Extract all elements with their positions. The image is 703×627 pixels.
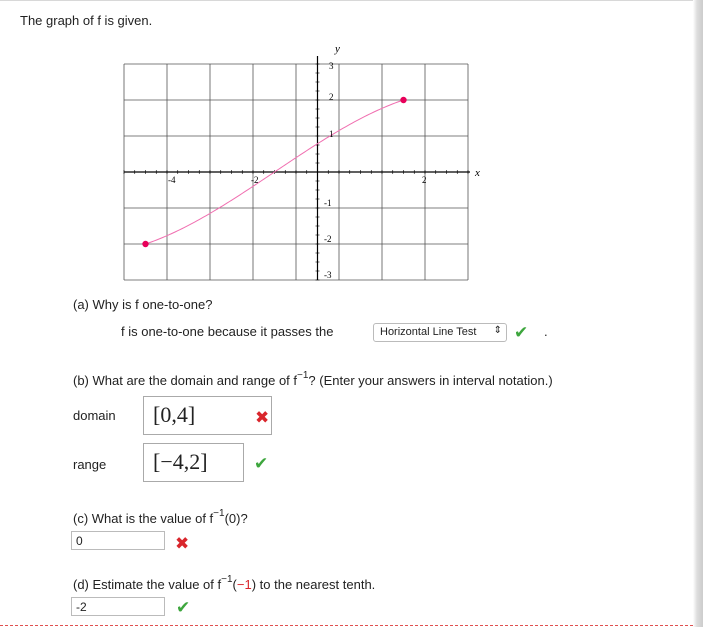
part-a-period: . — [544, 324, 548, 339]
domain-value: [0,4] — [153, 402, 196, 427]
select-arrows-icon: ⇕ — [493, 325, 502, 336]
section-divider — [0, 625, 693, 626]
right-shadow — [693, 0, 703, 627]
top-border — [0, 0, 693, 1]
x-tick-neg2: -2 — [251, 175, 259, 185]
part-a-correct-icon: ✔ — [514, 323, 529, 342]
test-select-value: Horizontal Line Test — [380, 326, 477, 338]
y-tick-2: 2 — [329, 92, 334, 102]
domain-label: domain — [73, 408, 116, 423]
y-tick-3: 3 — [329, 61, 334, 71]
test-select[interactable] — [373, 323, 507, 342]
y-tick-1: 1 — [329, 129, 334, 139]
y-tick-neg3: -3 — [324, 270, 332, 280]
part-d-correct-icon: ✔ — [176, 598, 191, 617]
y-axis-label: y — [335, 43, 340, 55]
problem-statement: The graph of f is given. — [20, 13, 153, 28]
part-d-value: -2 — [76, 600, 87, 614]
part-c-value: 0 — [76, 534, 83, 548]
x-tick-2: 2 — [422, 175, 427, 185]
range-input[interactable] — [143, 443, 244, 482]
part-a-answer-text: f is one-to-one because it passes the — [121, 324, 334, 339]
part-a-question: (a) Why is f one-to-one? — [73, 297, 213, 312]
domain-wrong-icon: ✖ — [255, 408, 270, 427]
x-tick-neg4: -4 — [168, 175, 176, 185]
part-c-input[interactable] — [71, 531, 165, 550]
function-graph — [110, 42, 500, 282]
range-correct-icon: ✔ — [254, 454, 269, 473]
domain-input[interactable] — [143, 396, 272, 435]
x-axis-label: x — [475, 167, 480, 179]
part-d-input[interactable] — [71, 597, 165, 616]
y-tick-neg2: -2 — [324, 234, 332, 244]
left-endpoint — [142, 241, 148, 247]
part-d-question: (d) Estimate the value of $f^{-1}(-1)$ to the nearest tenth. — [73, 574, 376, 592]
range-label: range — [73, 457, 107, 472]
range-value: [−4,2] — [153, 449, 208, 474]
right-endpoint — [400, 97, 406, 103]
y-tick-neg1: -1 — [324, 198, 332, 208]
part-b-question: (b) What are the domain and range of $f^{-1}$? (Enter your answers in interval notation.) — [73, 370, 553, 388]
part-c-wrong-icon: ✖ — [175, 534, 190, 553]
part-c-question: (c) What is the value of $f^{-1}(0)$? — [73, 508, 248, 526]
